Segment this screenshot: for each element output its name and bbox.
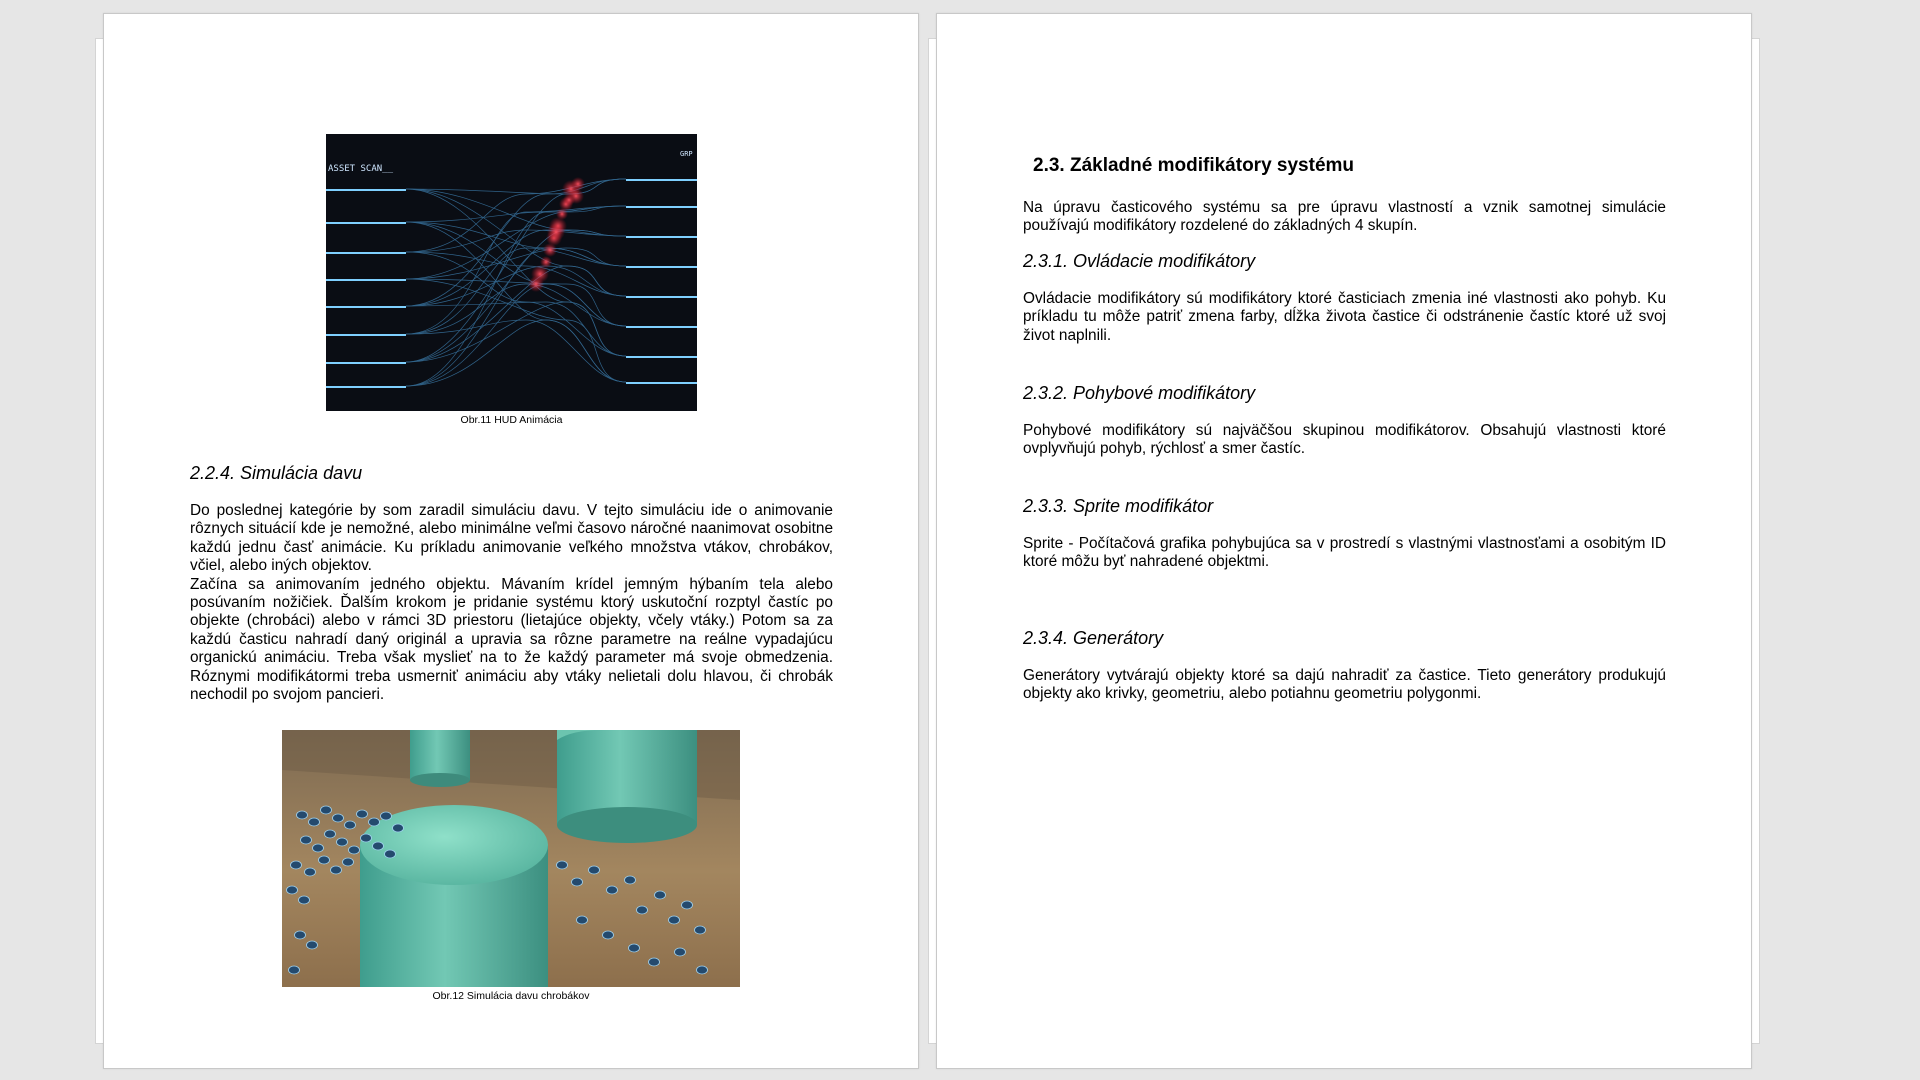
beetle [321, 806, 332, 814]
hud-rail [326, 189, 406, 191]
hud-right-label: GRP [680, 150, 693, 158]
hud-rail [326, 362, 406, 364]
beetle-crowd-image [282, 730, 740, 987]
particle-cluster [543, 243, 557, 257]
hud-rail [626, 266, 697, 268]
beetle [629, 944, 640, 952]
beetle [669, 916, 680, 924]
beetle [307, 941, 318, 949]
particle-cluster [563, 194, 575, 206]
beetle [287, 886, 298, 894]
paragraph: Do poslednej kategórie by som zaradil simuláciu davu. V tejto simuláciu ide o animovanie rôznych situácií kde je nemožné, alebo minimálne veľmi časovo náročné naanimovat osobitne každú jednu časť animácie. Ku príkladu animovanie veľkého množstva vtákov, chrobákov, včiel, alebo iných objektov. [190, 502, 833, 575]
section-heading-2-2-4: 2.2.4. Simulácia davu [190, 463, 363, 483]
hud-animation-graphic [326, 134, 697, 411]
hud-rail [326, 334, 406, 336]
beetle [333, 814, 344, 822]
beetle [682, 901, 693, 909]
hud-rail [326, 252, 406, 254]
beetle [325, 830, 336, 838]
section-2-3-3-body: Sprite - Počítačová grafika pohybujúca sa v prostredí s vlastnými vlastnosťami a osobitým ID ktoré môžu byť nahradené objektmi. [1023, 535, 1666, 571]
beetle [337, 838, 348, 846]
hud-rail [326, 279, 406, 281]
section-2-2-4-body [190, 502, 833, 704]
beetle [381, 812, 392, 820]
beetle [309, 818, 320, 826]
beetle [373, 842, 384, 850]
section-2-3-body: Na úpravu časticového systému sa pre úpravu vlastností a vznik samotnej simulácie používajú modifikátory rozdelené do základných 4 skupín. [1023, 199, 1666, 235]
document-page-right [936, 13, 1752, 1069]
beetle [649, 958, 660, 966]
figure-caption-11: Obr.11 HUD Animácia [460, 414, 563, 426]
beetle [577, 916, 588, 924]
section-heading-2-3-3: 2.3.3. Sprite modifikátor [1023, 496, 1214, 516]
hud-rail [326, 222, 406, 224]
section-2-3-4-body: Generátory vytvárajú objekty ktoré sa dajú nahradiť za častice. Tieto generátory produkujú objekty ako krivky, geometriu, alebo potiahnu geometriu polygonmi. [1023, 667, 1666, 703]
beetle [289, 966, 300, 974]
document-page-left [103, 13, 919, 1069]
hud-animation-image [326, 134, 697, 411]
beetle [313, 844, 324, 852]
beetle [357, 810, 368, 818]
hud-rail [326, 386, 406, 388]
beetle [369, 818, 380, 826]
hud-rail [626, 236, 697, 238]
hud-left-label: ASSET SCAN__ [328, 164, 394, 174]
beetle [349, 846, 360, 854]
beetle [557, 861, 568, 869]
beetle [675, 948, 686, 956]
beetle-crowd-graphic [282, 730, 740, 987]
beetle [305, 868, 316, 876]
section-heading-2-3: 2.3. Základné modifikátory systému [1033, 155, 1355, 176]
hud-rail [626, 179, 697, 181]
hud-rail [626, 356, 697, 358]
beetle [603, 931, 614, 939]
beetle [343, 858, 354, 866]
beetle [291, 861, 302, 869]
beetle [697, 966, 708, 974]
particle-cluster [547, 223, 565, 241]
section-2-3-2-body: Pohybové modifikátory sú najväčšou skupinou modifikátorov. Obsahujú vlastnosti ktoré ovplyvňujú pohyb, rýchlosť a smer častíc. [1023, 422, 1666, 458]
hud-rail [326, 306, 406, 308]
beetle [295, 931, 306, 939]
section-heading-2-3-4: 2.3.4. Generátory [1023, 628, 1164, 648]
beetle [695, 926, 706, 934]
beetle [625, 876, 636, 884]
figure-caption-12: Obr.12 Simulácia davu chrobákov [432, 990, 590, 1002]
section-2-3-1-body: Ovládacie modifikátory sú modifikátory ktoré časticiach zmenia iné vlastnosti ako pohyb. Ku príkladu tu môže patriť zmena farby, dĺžka života častice či odstránenie častíc ktoré už svoj život naplnili. [1023, 290, 1666, 344]
beetle [345, 821, 356, 829]
particle-cluster [528, 276, 544, 292]
beetle [385, 850, 396, 858]
particle-cluster [571, 177, 585, 191]
beetle [655, 891, 666, 899]
hud-rail [626, 326, 697, 328]
hud-rail [626, 296, 697, 298]
beetle [637, 906, 648, 914]
beetle [297, 811, 308, 819]
beetle [301, 836, 312, 844]
paragraph: Začína sa animovaním jedného objektu. Mávaním krídel jemným hýbaním tela alebo posúvaním nožičiek. Ďalším krokom je pridanie systému ktorý uskutoční rozptyl častíc po objekte (chrobáci) alebo v rámci 3D priestoru (lietajúce objekty, včely vtáky.) Potom sa za každú časticu nahradí daný originál a upravia sa rôzne parametre na reálne vypadajúcu organickú animáciu. Treba však myslieť na to že každý parameter má svoje obmedzenia. Róznymi modifikátormi treba usmerniť animáciu aby vtáky nelietali dolu hlavou, či chrobák nechodil po svojom pancieri. [190, 575, 833, 704]
beetle [572, 878, 583, 886]
section-heading-2-3-2: 2.3.2. Pohybové modifikátory [1023, 383, 1256, 403]
beetle [331, 866, 342, 874]
beetle [393, 824, 404, 832]
beetle [319, 856, 330, 864]
beetle [299, 896, 310, 904]
hud-rail [626, 382, 697, 384]
section-heading-2-3-1: 2.3.1. Ovládacie modifikátory [1023, 251, 1256, 271]
beetle [361, 834, 372, 842]
beetle [589, 866, 600, 874]
beetle [607, 886, 618, 894]
hud-rail [626, 206, 697, 208]
